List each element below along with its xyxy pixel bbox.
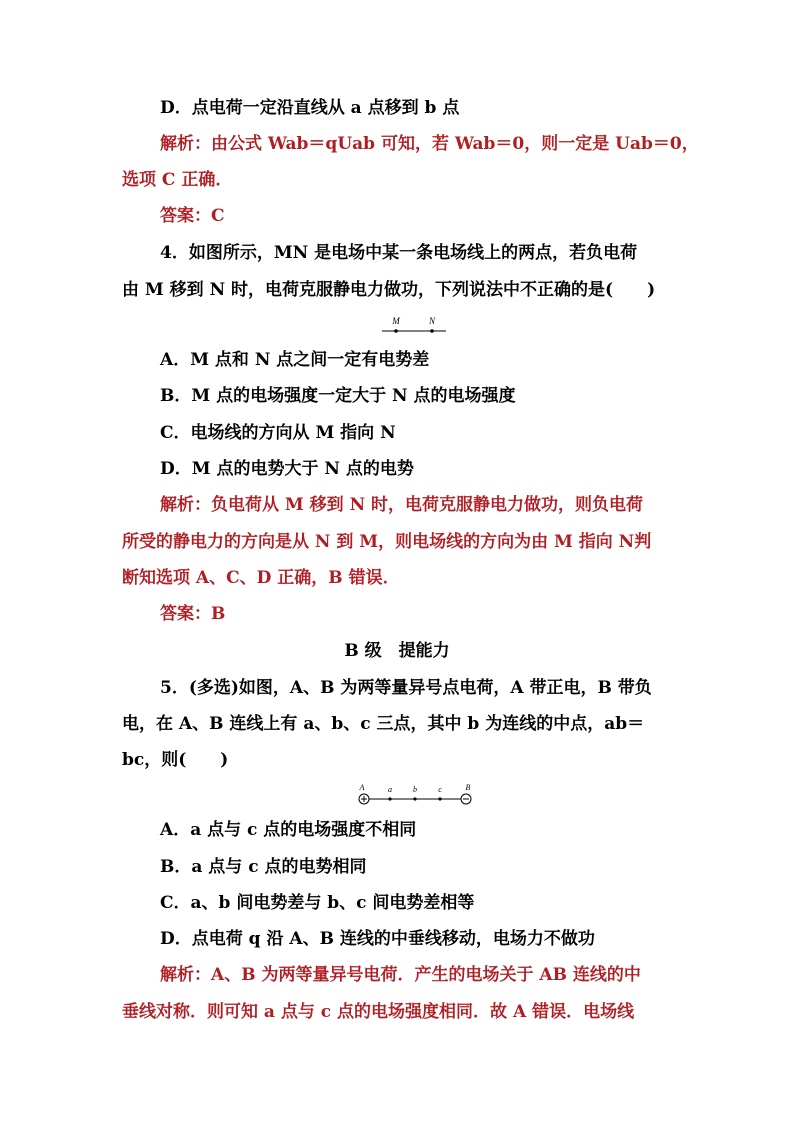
label-charge-a: A	[359, 783, 365, 792]
q4-answer: 答案：B	[160, 604, 226, 624]
q4-option-c: C．电场线的方向从 M 指向 N	[160, 423, 396, 443]
q4-option-d: D．M 点的电势大于 N 点的电势	[160, 459, 414, 479]
label-point-a: a	[388, 785, 392, 794]
q5-analysis-line1: 解析：A、B 为两等量异号电荷．产生的电场关于 AB 连线的中	[160, 965, 641, 985]
q5-option-d: D．点电荷 q 沿 A、B 连线的中垂线移动，电场力不做功	[160, 929, 595, 949]
label-point-b: b	[413, 785, 417, 794]
label-charge-b: B	[465, 783, 471, 792]
point-n-dot	[430, 329, 434, 333]
q4-analysis-line1: 解析：负电荷从 M 移到 N 时，电荷克服静电力做功，则负电荷	[160, 495, 644, 515]
q4-stem-line2: 由 M 移到 N 时，电荷克服静电力做功，下列说法中不正确的是( )	[122, 280, 656, 300]
label-m: M	[392, 316, 400, 326]
q4-option-a: A．M 点和 N 点之间一定有电势差	[160, 350, 430, 370]
section-heading: B 级 提能力	[344, 641, 450, 661]
q5-stem-line1: 5．(多选)如图，A、B 为两等量异号点电荷，A 带正电，B 带负	[160, 678, 652, 698]
point-c-dot	[438, 797, 441, 800]
label-n: N	[428, 316, 436, 326]
q3-option-d: D．点电荷一定沿直线从 a 点移到 b 点	[160, 98, 460, 118]
q4-option-b: B．M 点的电场强度一定大于 N 点的电场强度	[160, 386, 516, 406]
point-b-dot	[413, 797, 416, 800]
q5-option-b: B．a 点与 c 点的电势相同	[160, 857, 367, 877]
q5-stem-line2: 电，在 A、B 连线上有 a、b、c 三点，其中 b 为连线的中点，ab＝	[122, 714, 645, 734]
q5-analysis-line2: 垂线对称．则可知 a 点与 c 点的电场强度相同．故 A 错误．电场线	[122, 1002, 635, 1022]
q3-analysis-line2: 选项 C 正确．	[122, 170, 233, 190]
point-m-dot	[394, 329, 398, 333]
q4-analysis-line2: 所受的静电力的方向是从 N 到 M，则电场线的方向为由 M 指向 N判	[122, 532, 652, 552]
q3-answer: 答案：C	[160, 206, 225, 226]
figure-two-charges	[352, 780, 477, 808]
q4-analysis-line3: 断知选项 A、C、D 正确，B 错误．	[122, 568, 400, 588]
figure-mn-field-line	[378, 313, 450, 337]
q5-option-c: C．a、b 间电势差与 b、c 间电势差相等	[160, 893, 475, 913]
q5-option-a: A．a 点与 c 点的电场强度不相同	[160, 820, 417, 840]
point-a-dot	[388, 797, 391, 800]
q3-analysis-line1: 解析：由公式 Wab＝qUab 可知，若 Wab＝0，则一定是 Uab＝0，	[160, 134, 699, 154]
q5-stem-line3: bc，则( )	[122, 750, 229, 770]
q4-stem-line1: 4．如图所示，MN 是电场中某一条电场线上的两点，若负电荷	[160, 243, 638, 263]
label-point-c: c	[438, 785, 442, 794]
